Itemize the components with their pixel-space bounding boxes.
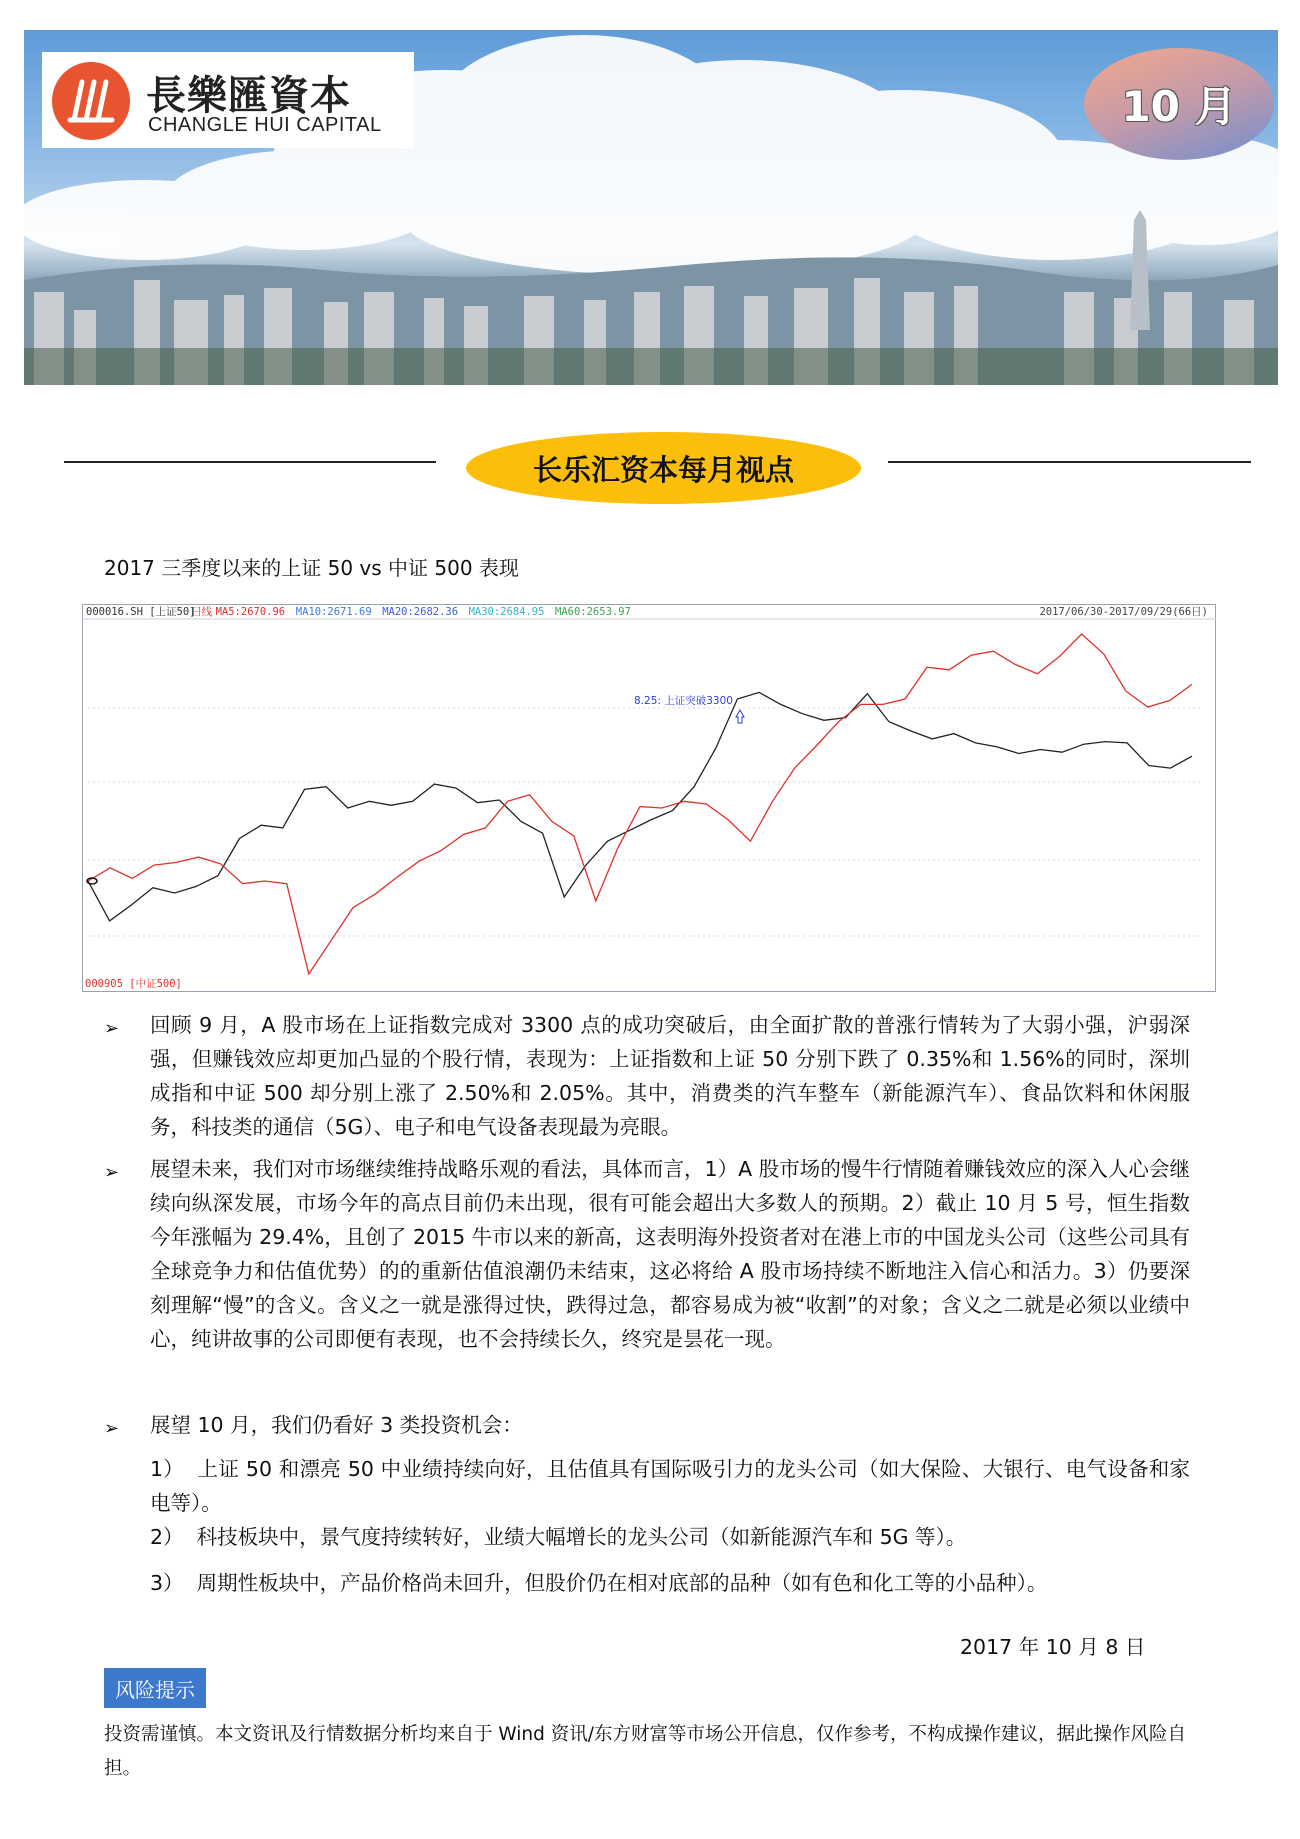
opportunity-item-1: [150, 1452, 1190, 1520]
company-logo: [42, 52, 414, 148]
chart-header-label: MA20:2682.36: [382, 606, 459, 618]
index-comparison-chart: [82, 604, 1216, 992]
chart-annotation: 8.25: 上证突破3300: [634, 695, 733, 707]
chart-svg: [82, 604, 1216, 992]
title-divider-left: [64, 461, 436, 463]
chart-header-label: MA60:2653.97: [555, 606, 631, 618]
opportunity-number: 2）: [150, 1525, 184, 1549]
bullet-marker-icon: ➢: [104, 1018, 120, 1039]
chart-frame: [83, 605, 1216, 992]
logo-emblem-icon: [52, 62, 130, 140]
opportunity-number: 1）: [150, 1457, 185, 1481]
chart-header-label: 日线: [191, 606, 213, 618]
publish-date: 2017 年 10 月 8 日: [960, 1635, 1146, 1659]
logo-emblem-lines: [52, 62, 130, 140]
bullet-marker-icon: ➢: [104, 1418, 120, 1439]
month-label: 10 月: [1121, 82, 1237, 131]
chart-date-range: 2017/06/30-2017/09/29(66日): [1039, 606, 1208, 618]
chart-header-label: MA5:2670.96: [215, 606, 286, 618]
bullet-review: 回顾 9 月，A 股市场在上证指数完成对 3300 点的成功突破后，由全面扩散的普涨行情转为了大弱小强，沪弱深强，但赚钱效应却更加凸显的个股行情，表现为：上证指数和上证 50 分别下跌了 0.35%和 1.56%的同时，深圳成指和中证 500 却分别上涨了 2.50%和 2.05%。其中，消费类的汽车整车（新能源汽车）、食品饮料和休闲服务，科技类的通信（5G）、电子和电气设备表现最为亮眼。: [150, 1013, 1190, 1139]
bullet-marker-icon: ➢: [104, 1162, 120, 1183]
logo-chinese-name: 長樂匯資本: [146, 72, 351, 119]
header-banner: [24, 30, 1278, 385]
section-title: 长乐汇资本每月视点: [532, 452, 794, 487]
chart-caption: 2017 三季度以来的上证 50 vs 中证 500 表现: [104, 556, 519, 580]
opportunity-text: 上证 50 和漂亮 50 中业绩持续向好，且估值具有国际吸引力的龙头公司（如大保险、大银行、电气设备和家电等）。: [150, 1457, 1190, 1515]
bullet-outlook: 展望未来，我们对市场继续维持战略乐观的看法，具体而言，1）A 股市场的慢牛行情随着赚钱效应的深入人心会继续向纵深发展，市场今年的高点目前仍未出现，很有可能会超出大多数人的预期。2）截止 10 月 5 号，恒生指数今年涨幅为 29.4%，且创了 2015 牛市以来的新高，这表明海外投资者对在港上市的中国龙头公司（这些公司具有全球竞争力和估值优势）的的重新估值浪潮仍未结束，这必将给 A 股市场持续不断地注入信心和活力。3）仍要深刻理解“慢”的含义。含义之一就是涨得过快，跌得过急，都容易成为被“收割”的对象；含义之二就是必须以业绩中心，纯讲故事的公司即便有表现，也不会持续长久，终究是昙花一现。: [150, 1157, 1190, 1351]
bullet-october: 展望 10 月，我们仍看好 3 类投资机会：: [150, 1413, 523, 1437]
opportunity-item-2: [150, 1520, 1190, 1554]
disclaimer-text: 投资需谨慎。本文资讯及行情数据分析均来自于 Wind 资讯/东方财富等市场公开信息，仅作参考，不构成操作建议，据此操作风险自担。: [104, 1724, 1186, 1779]
risk-warning-badge: 风险提示: [104, 1668, 206, 1708]
opportunity-number: 3）: [150, 1571, 184, 1595]
chart-secondary-label: 000905 [中证500]: [85, 978, 182, 990]
chart-header-label: MA30:2684.95: [468, 606, 545, 618]
title-divider-right: [888, 461, 1251, 463]
chart-header-label: 000016.SH [上证50]: [86, 606, 196, 618]
opportunity-item-3: [150, 1566, 1190, 1600]
month-badge: [1084, 48, 1274, 160]
opportunity-text: 周期性板块中，产品价格尚未回升，但股价仍在相对底部的品种（如有色和化工等的小品种）。: [196, 1571, 1048, 1595]
logo-english-name: CHANGLE HUI CAPITAL: [148, 114, 382, 136]
section-title-pill: [466, 432, 861, 504]
opportunity-text: 科技板块中，景气度持续转好，业绩大幅增长的龙头公司（如新能源汽车和 5G 等）。: [196, 1525, 967, 1549]
chart-header-label: MA10:2671.69: [295, 606, 372, 618]
